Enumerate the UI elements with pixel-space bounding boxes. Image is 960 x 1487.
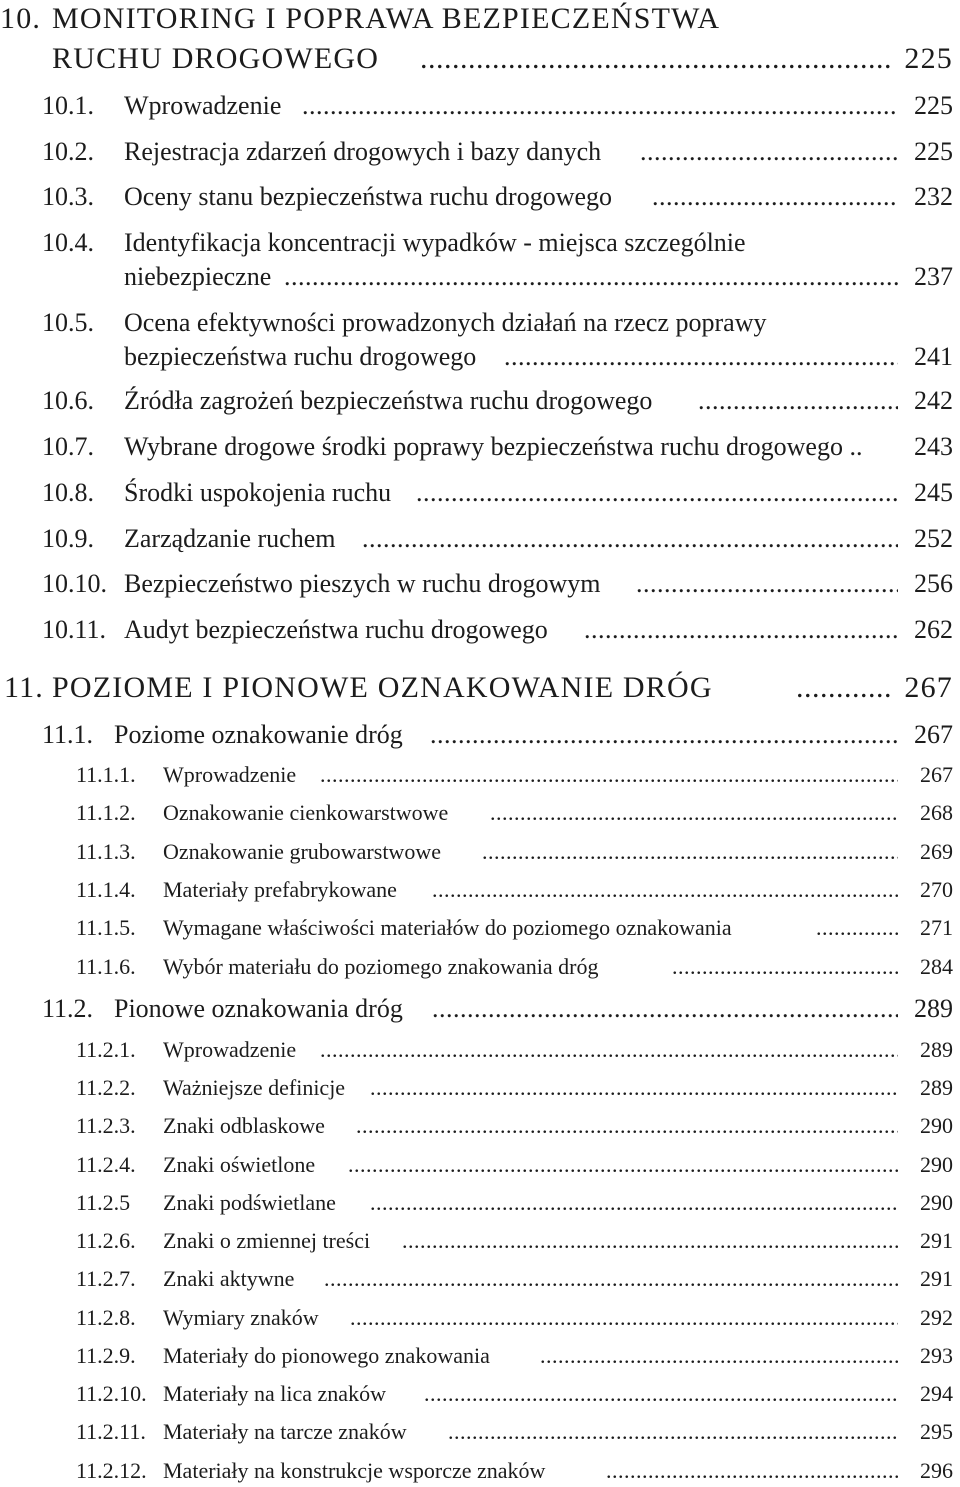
leader-dots xyxy=(420,42,890,76)
section-title: Identyfikacja koncentracji wypadków - miejsca szczególnie xyxy=(124,228,746,257)
leader-dots xyxy=(362,524,898,554)
page-number: 291 xyxy=(920,1228,953,1253)
page-number: 225 xyxy=(904,42,953,75)
section-number: 10.11. xyxy=(42,615,107,644)
section-title-cont: bezpieczeństwa ruchu drogowego xyxy=(124,342,477,371)
leader-dots xyxy=(584,615,898,645)
page-number: 289 xyxy=(914,994,953,1023)
page-number: 256 xyxy=(914,569,953,598)
leader-dots xyxy=(672,954,898,980)
page-number: 225 xyxy=(914,91,953,120)
leader-dots xyxy=(448,1419,898,1445)
page-number: 270 xyxy=(920,877,953,902)
page-number: 267 xyxy=(904,671,953,704)
subsection-number: 11.1.5. xyxy=(76,915,136,940)
subsection-title: Znaki aktywne xyxy=(163,1266,295,1291)
section-title: Rejestracja zdarzeń drogowych i bazy danych xyxy=(124,137,602,166)
page-number: 289 xyxy=(920,1037,953,1062)
page-number: 290 xyxy=(920,1190,953,1215)
leader-dots xyxy=(432,994,898,1024)
page-number: 241 xyxy=(914,342,953,371)
subsection-number: 11.2.1. xyxy=(76,1037,136,1062)
leader-dots xyxy=(424,1381,898,1407)
page-number: 232 xyxy=(914,182,953,211)
subsection-number: 11.1.4. xyxy=(76,877,136,902)
page-number: 267 xyxy=(920,762,953,787)
section-title: Pionowe oznakowania dróg xyxy=(114,994,403,1023)
chapter-title-cont: RUCHU DROGOWEGO xyxy=(52,42,380,75)
subsection-title: Oznakowanie grubowarstwowe xyxy=(163,839,441,864)
chapter-title: MONITORING I POPRAWA BEZPIECZEŃSTWA xyxy=(52,2,721,35)
chapter-number: 10. xyxy=(0,2,42,35)
leader-dots xyxy=(504,342,898,372)
subsection-title: Materiały do pionowego znakowania xyxy=(163,1343,490,1368)
subsection-title: Znaki odblaskowe xyxy=(163,1113,325,1138)
section-number: 10.8. xyxy=(42,478,94,507)
subsection-number: 11.1.3. xyxy=(76,839,136,864)
subsection-title: Wprowadzenie xyxy=(163,762,297,787)
section-title: Oceny stanu bezpieczeństwa ruchu drogowego xyxy=(124,182,613,211)
leader-dots xyxy=(636,569,898,599)
subsection-title: Oznakowanie cienkowarstwowe xyxy=(163,800,449,825)
section-title: Wprowadzenie xyxy=(124,91,282,120)
section-number: 10.10. xyxy=(42,569,107,598)
section-title: Audyt bezpieczeństwa ruchu drogowego xyxy=(124,615,548,644)
page-number: 295 xyxy=(920,1419,953,1444)
subsection-number: 11.2.12. xyxy=(76,1458,147,1483)
page-number: 268 xyxy=(920,800,953,825)
leader-dots xyxy=(320,1037,898,1063)
page-number: 271 xyxy=(920,915,953,940)
subsection-number: 11.2.3. xyxy=(76,1113,136,1138)
subsection-number: 11.1.1. xyxy=(76,762,136,787)
leader-dots xyxy=(606,1458,898,1484)
chapter-number: 11. xyxy=(4,671,44,704)
subsection-title: Wprowadzenie xyxy=(163,1037,297,1062)
leader-dots xyxy=(350,1305,898,1331)
subsection-number: 11.2.4. xyxy=(76,1152,136,1177)
subsection-number: 11.1.6. xyxy=(76,954,136,979)
subsection-number: 11.2.11. xyxy=(76,1419,146,1444)
page-number: 289 xyxy=(920,1075,953,1100)
subsection-number: 11.2.6. xyxy=(76,1228,136,1253)
leader-dots xyxy=(816,915,898,941)
leader-dots xyxy=(348,1152,898,1178)
section-title: Poziome oznakowanie dróg xyxy=(114,720,403,749)
page-number: 243 xyxy=(914,432,953,461)
leader-dots xyxy=(432,877,898,903)
page-number: 225 xyxy=(914,137,953,166)
leader-dots xyxy=(356,1113,898,1139)
subsection-title: Wybór materiału do poziomego znakowania dróg xyxy=(163,954,599,979)
page-number: 290 xyxy=(920,1113,953,1138)
leader-dots xyxy=(370,1190,898,1216)
subsection-number: 11.2.2. xyxy=(76,1075,136,1100)
leader-dots xyxy=(416,478,898,508)
subsection-title: Znaki podświetlane xyxy=(163,1190,336,1215)
leader-dots xyxy=(640,137,898,167)
leader-dots xyxy=(652,182,898,212)
subsection-number: 11.2.7. xyxy=(76,1266,136,1291)
page-number: 290 xyxy=(920,1152,953,1177)
section-number: 10.7. xyxy=(42,432,94,461)
leader-dots xyxy=(482,839,898,865)
subsection-title: Znaki o zmiennej treści xyxy=(163,1228,371,1253)
subsection-title: Materiały na lica znaków xyxy=(163,1381,386,1406)
leader-dots xyxy=(698,386,898,416)
toc-entry-10-5[interactable] xyxy=(0,308,960,378)
subsection-number: 11.2.8. xyxy=(76,1305,136,1330)
toc-entry-10-4[interactable] xyxy=(0,228,960,298)
toc-entry-ch10[interactable] xyxy=(0,2,960,82)
section-title: Źródła zagrożeń bezpieczeństwa ruchu drogowego xyxy=(124,386,653,415)
page-number: 292 xyxy=(920,1305,953,1330)
page-number: 237 xyxy=(914,262,953,291)
subsection-number: 11.2.9. xyxy=(76,1343,136,1368)
leader-dots xyxy=(430,720,898,750)
page-number: 269 xyxy=(920,839,953,864)
page-number: 284 xyxy=(920,954,953,979)
page-number: 262 xyxy=(914,615,953,644)
page-number: 294 xyxy=(920,1381,953,1406)
leader-dots xyxy=(796,671,890,705)
section-title-cont: niebezpieczne xyxy=(124,262,272,291)
subsection-number: 11.2.10. xyxy=(76,1381,147,1406)
section-number: 10.6. xyxy=(42,386,94,415)
leader-dots xyxy=(324,1266,898,1292)
page-number: 291 xyxy=(920,1266,953,1291)
page-number: 242 xyxy=(914,386,953,415)
page-number: 245 xyxy=(914,478,953,507)
subsection-number: 11.1.2. xyxy=(76,800,136,825)
section-number: 10.3. xyxy=(42,182,94,211)
section-number: 10.5. xyxy=(42,308,94,337)
section-title: Bezpieczeństwo pieszych w ruchu drogowym xyxy=(124,569,601,598)
page-number: 293 xyxy=(920,1343,953,1368)
section-number: 10.9. xyxy=(42,524,94,553)
section-number: 11.2. xyxy=(42,994,94,1023)
leader-dots xyxy=(370,1075,898,1101)
subsection-title: Ważniejsze definicje xyxy=(163,1075,346,1100)
leader-dots xyxy=(490,800,898,826)
section-number: 11.1. xyxy=(42,720,94,749)
section-number: 10.4. xyxy=(42,228,94,257)
subsection-title: Znaki oświetlone xyxy=(163,1152,316,1177)
page-number: 296 xyxy=(920,1458,953,1483)
page-number: 252 xyxy=(914,524,953,553)
page-number: 267 xyxy=(914,720,953,749)
leader-dots xyxy=(302,91,898,121)
subsection-number: 11.2.5 xyxy=(76,1190,131,1215)
subsection-title: Materiały na tarcze znaków xyxy=(163,1419,407,1444)
section-number: 10.2. xyxy=(42,137,94,166)
chapter-title: POZIOME I PIONOWE OZNAKOWANIE DRÓG xyxy=(52,671,713,704)
section-title: Ocena efektywności prowadzonych działań na rzecz poprawy xyxy=(124,308,767,337)
section-title: Zarządzanie ruchem xyxy=(124,524,336,553)
section-number: 10.1. xyxy=(42,91,94,120)
section-title: Środki uspokojenia ruchu xyxy=(124,478,392,507)
leader-dots xyxy=(284,262,898,292)
leader-dots xyxy=(540,1343,898,1369)
subsection-title: Wymiary znaków xyxy=(163,1305,319,1330)
leader-dots xyxy=(320,762,898,788)
subsection-title: Materiały prefabrykowane xyxy=(163,877,397,902)
subsection-title: Materiały na konstrukcje wsporcze znaków xyxy=(163,1458,546,1483)
section-title: Wybrane drogowe środki poprawy bezpieczeństwa ruchu drogowego .. xyxy=(124,432,863,461)
subsection-title: Wymagane właściwości materiałów do poziomego oznakowania xyxy=(163,915,732,940)
leader-dots xyxy=(402,1228,898,1254)
